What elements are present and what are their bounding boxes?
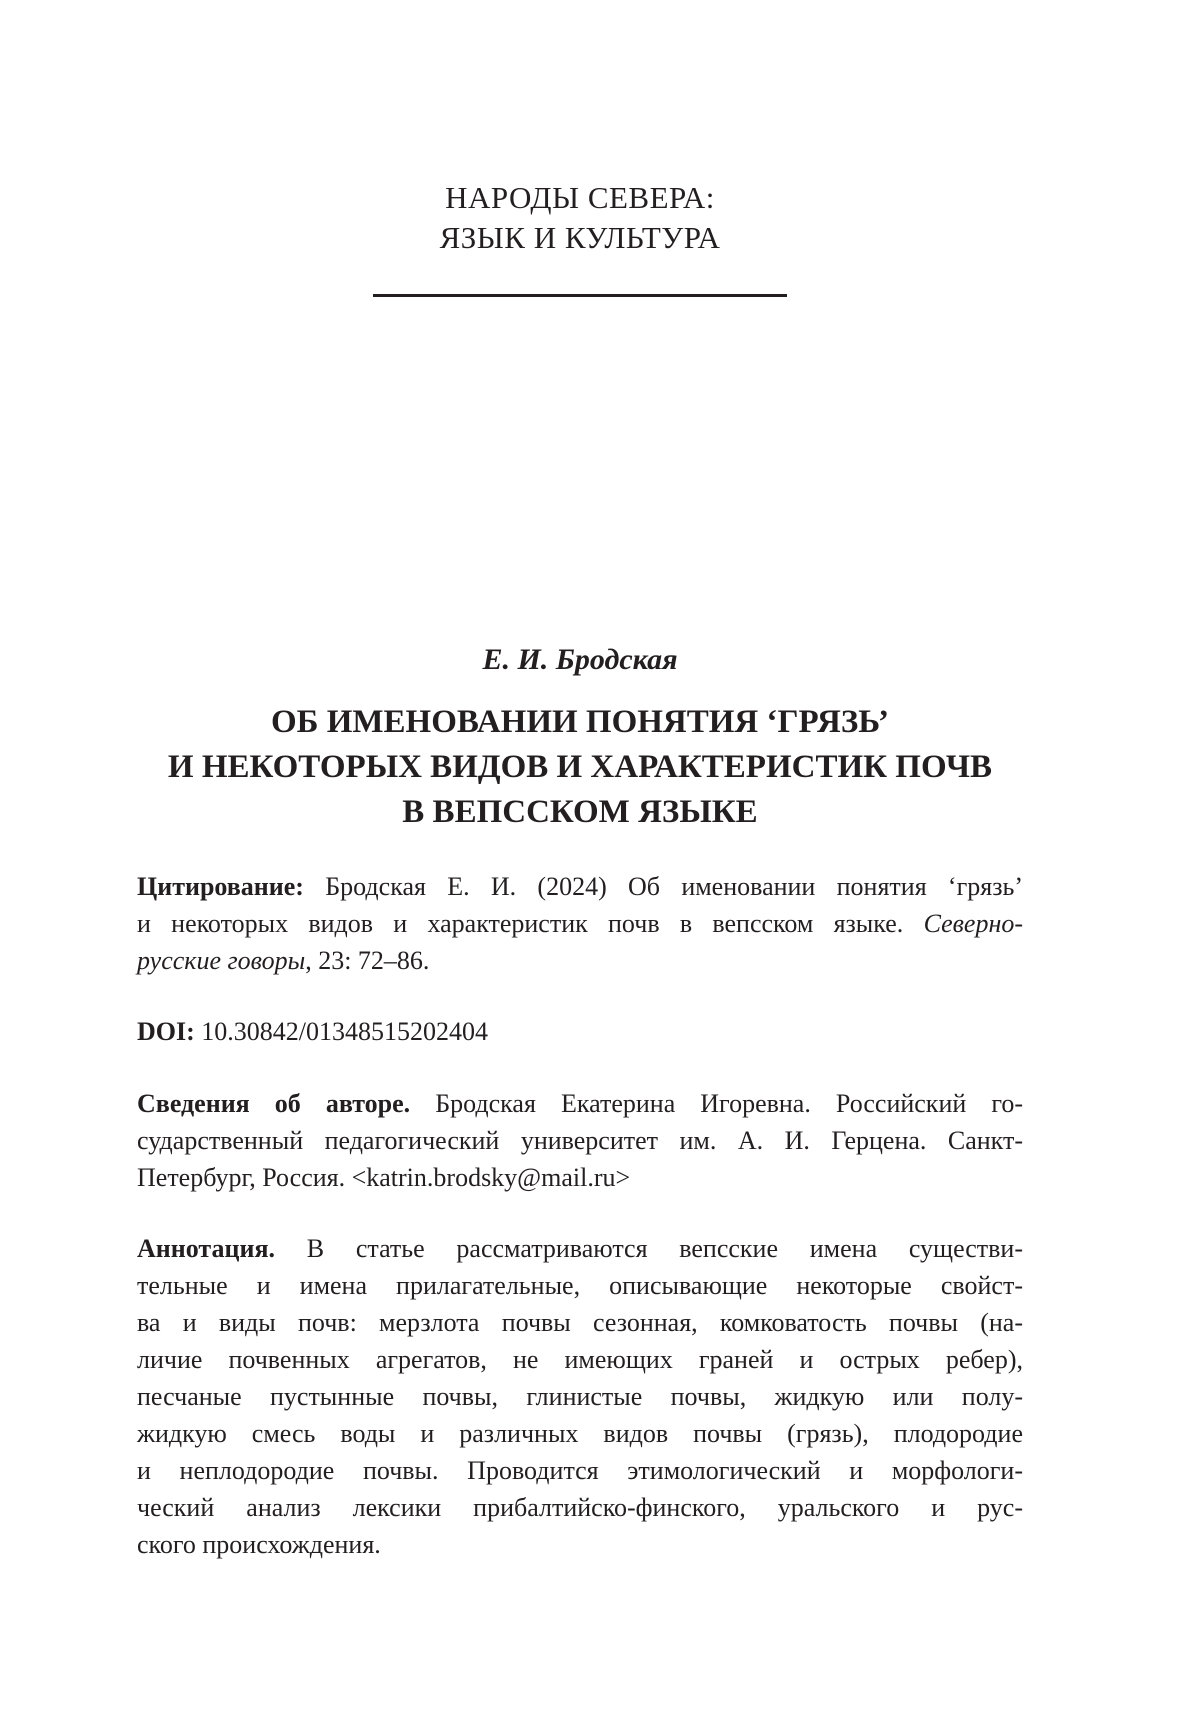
citation-text-1: Бродская Е. И. (2024) Об именовании понятия ‘грязь’ <box>325 872 1023 901</box>
abstract-text-1: В статье рассматриваются вепсские имена существи- <box>306 1234 1024 1263</box>
author-info-line-1 <box>137 1085 1023 1122</box>
abstract-line-1 <box>137 1230 1023 1267</box>
citation-line-1 <box>137 868 1023 905</box>
section-heading-line-1: НАРОДЫ СЕВЕРА: <box>445 180 715 215</box>
doi-block <box>137 1013 1023 1050</box>
citation-journal-part-1: Северно- <box>923 909 1024 938</box>
citation-line-3 <box>137 942 1023 979</box>
author-info-label: Сведения об авторе. <box>137 1089 411 1118</box>
section-heading-line-2: ЯЗЫК И КУЛЬТУРА <box>439 220 721 255</box>
abstract-line-2: тельные и имена прилагательные, описывающие некоторые свойст- <box>137 1271 1023 1300</box>
abstract-line-4: личие почвенных агрегатов, не имеющих граней и острых ребер), <box>137 1345 1023 1374</box>
article-title <box>120 700 1040 835</box>
article-title-line-3: В ВЕПССКОМ ЯЗЫКЕ <box>402 794 758 830</box>
citation-journal-part-2: русские говоры <box>137 946 306 975</box>
abstract-line-6: жидкую смесь воды и различных видов почвы (грязь), плодородие <box>137 1419 1023 1448</box>
abstract-line-7: и неплодородие почвы. Проводится этимологический и морфологи- <box>137 1456 1023 1485</box>
article-title-line-1: ОБ ИМЕНОВАНИИ ПОНЯТИЯ ‘ГРЯЗЬ’ <box>271 704 889 740</box>
citation-text-2: и некоторых видов и характеристик почв в вепсском языке. <box>137 909 904 938</box>
author-info-line-3: Петербург, Россия. <katrin.brodsky@mail.ru> <box>137 1163 631 1192</box>
citation-block <box>137 868 1023 979</box>
doi-line <box>137 1013 1023 1050</box>
author-info-text-1: Бродская Екатерина Игоревна. Российский го- <box>435 1089 1023 1118</box>
doi-value[interactable]: 10.30842/01348515202404 <box>201 1017 489 1046</box>
article-title-line-2: И НЕКОТОРЫХ ВИДОВ И ХАРАКТЕРИСТИК ПОЧВ <box>167 749 993 785</box>
doi-label: DOI: <box>137 1017 195 1046</box>
article-author: Е. И. Бродская <box>482 643 678 676</box>
author-info-block <box>137 1085 1023 1196</box>
abstract-label: Аннотация. <box>137 1234 276 1263</box>
author-info-line-2: сударственный педагогический университет им. А. И. Герцена. Санкт- <box>137 1126 1023 1155</box>
citation-label: Цитирование: <box>137 872 304 901</box>
abstract-line-8: ческий анализ лексики прибалтийско-финского, уральского и рус- <box>137 1493 1023 1522</box>
abstract-line-9: ского происхождения. <box>137 1530 381 1559</box>
section-divider <box>373 294 787 297</box>
abstract-block <box>137 1230 1023 1563</box>
citation-line-2 <box>137 905 1023 942</box>
abstract-line-3: ва и виды почв: мерзлота почвы сезонная, комковатость почвы (на- <box>137 1308 1023 1337</box>
abstract-line-5: песчаные пустынные почвы, глинистые почвы, жидкую или полу- <box>137 1382 1023 1411</box>
section-heading <box>0 178 1160 258</box>
citation-text-3: , 23: 72–86. <box>305 946 430 975</box>
